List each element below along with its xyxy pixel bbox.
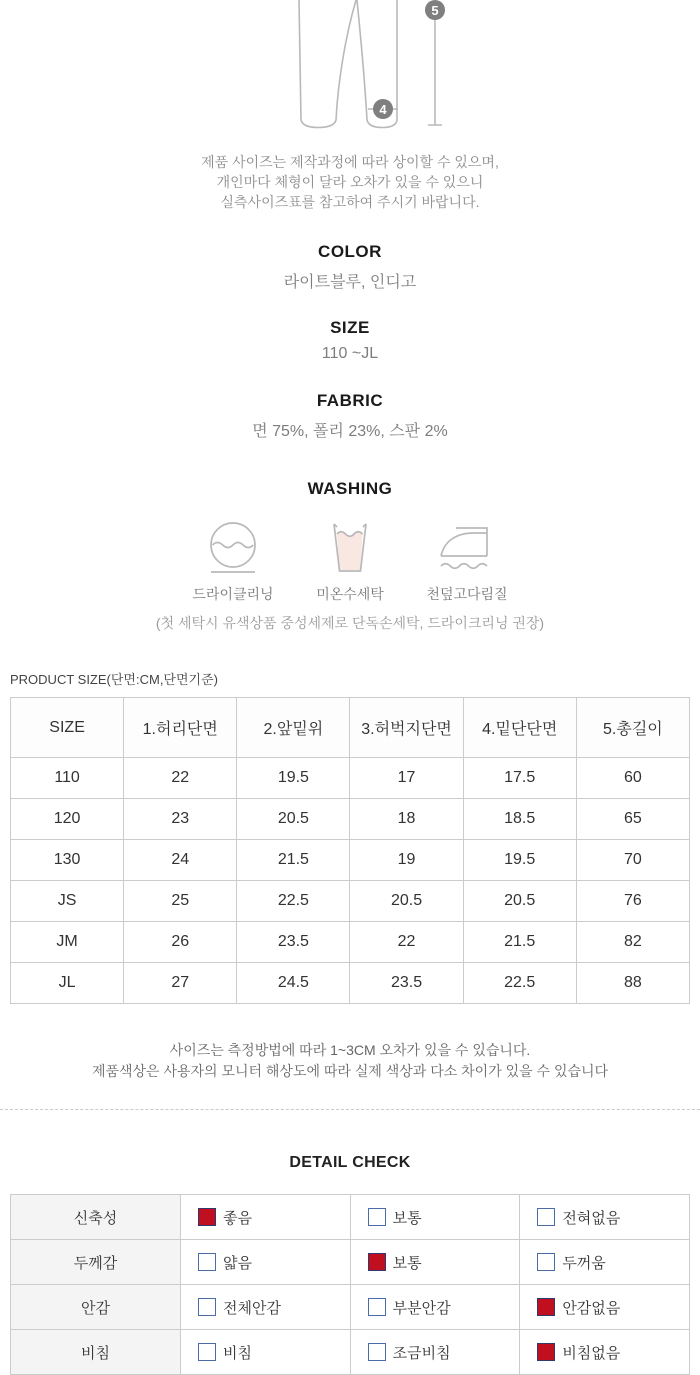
size-table-cell: 17: [350, 758, 463, 799]
size-table-cell: 24.5: [237, 963, 350, 1004]
detail-check-table: [10, 1194, 690, 1375]
size-table-cell: 23.5: [350, 963, 463, 1004]
checked-checkbox-icon: [537, 1298, 555, 1316]
detail-check-option-cell: [350, 1285, 520, 1330]
washing-icons-row: [0, 519, 700, 604]
detail-check-row: [11, 1330, 690, 1375]
size-table-row: [11, 840, 690, 881]
pants-left-leg: [299, 0, 356, 128]
size-table-cell: 20.5: [237, 799, 350, 840]
checked-checkbox-icon: [537, 1343, 555, 1361]
checked-checkbox-icon: [368, 1253, 386, 1271]
detail-check-option-label: 얇음: [223, 1254, 252, 1272]
washing-item-lukewarm-wash: [292, 519, 409, 604]
length-measure-line: [428, 19, 442, 125]
unchecked-checkbox-icon: [198, 1298, 216, 1316]
detail-check-option: [537, 1297, 689, 1318]
size-value: 110 ~JL: [321, 345, 379, 362]
detail-check-option-cell: [350, 1195, 520, 1240]
size-table-cell: 25: [124, 881, 237, 922]
detail-check-option-label: 안감없음: [562, 1299, 621, 1317]
detail-check-option: [368, 1252, 520, 1273]
detail-check-option-label: 두꺼움: [562, 1254, 606, 1272]
detail-check-category: 비침: [11, 1330, 181, 1375]
detail-check-category: 안감: [11, 1285, 181, 1330]
size-table-header-cell: 3.허벅지단면: [350, 698, 463, 758]
product-size-table: [10, 697, 690, 1004]
size-note-line: 사이즈는 측정방법에 따라 1~3CM 오차가 있을 수 있습니다.: [169, 1042, 531, 1058]
size-section-title: SIZE: [330, 318, 370, 337]
checked-checkbox-icon: [198, 1208, 216, 1226]
detail-check-option-label: 비침없음: [562, 1344, 621, 1362]
size-table-cell: 17.5: [463, 758, 576, 799]
washing-item-iron-with-cloth: [409, 519, 526, 604]
size-table-cell: 19.5: [237, 758, 350, 799]
size-table-cell: 22.5: [463, 963, 576, 1004]
size-table-cell: 22: [124, 758, 237, 799]
iron-with-cloth-icon: [438, 519, 496, 577]
detail-check-option-label: 보통: [392, 1254, 422, 1272]
detail-check-option-cell: [350, 1330, 520, 1375]
unchecked-checkbox-icon: [537, 1208, 555, 1226]
size-table-cell: 21.5: [237, 840, 350, 881]
size-table-cell: 130: [11, 840, 124, 881]
detail-check-option-cell: [520, 1195, 690, 1240]
washing-note: (첫 세탁시 유색상품 중성세제로 단독손세탁, 드라이크리닝 권장): [155, 615, 545, 631]
size-table-cell: 22.5: [237, 881, 350, 922]
detail-check-option-cell: [181, 1195, 351, 1240]
size-table-row: [11, 963, 690, 1004]
marker-5-label: 5: [431, 3, 439, 18]
detail-check-option: [368, 1342, 520, 1363]
size-table-body: [11, 758, 690, 1004]
detail-check-option-cell: [350, 1240, 520, 1285]
unchecked-checkbox-icon: [537, 1253, 555, 1271]
size-table-cell: 24: [124, 840, 237, 881]
size-table-row: [11, 799, 690, 840]
size-table-cell: 82: [576, 922, 689, 963]
size-table-cell: 19.5: [463, 840, 576, 881]
lukewarm-wash-icon: [321, 519, 379, 577]
detail-check-category: 신축성: [11, 1195, 181, 1240]
unchecked-checkbox-icon: [198, 1343, 216, 1361]
size-table-cell: 76: [576, 881, 689, 922]
size-table-cell: 27: [124, 963, 237, 1004]
color-section-title: COLOR: [318, 242, 382, 261]
washing-icon-label: 미온수세탁: [316, 586, 384, 602]
unchecked-checkbox-icon: [368, 1208, 386, 1226]
size-note-line: 제품색상은 사용자의 모니터 해상도에 따라 실제 색상과 다소 차이가 있을 수 있습니다: [91, 1063, 609, 1079]
size-table-cell: 21.5: [463, 922, 576, 963]
dry-cleaning-icon: [204, 519, 262, 577]
detail-check-category: 두께감: [11, 1240, 181, 1285]
marker-4-label: 4: [379, 102, 387, 117]
size-table-cell: JS: [11, 881, 124, 922]
product-size-caption: PRODUCT SIZE(단면:CM,단면기준): [10, 672, 218, 687]
detail-check-option-label: 좋음: [223, 1209, 252, 1227]
size-table-cell: 60: [576, 758, 689, 799]
size-table-row: [11, 922, 690, 963]
size-table-header-cell: 5.총길이: [576, 698, 689, 758]
size-table-row: [11, 881, 690, 922]
size-table-row: [11, 758, 690, 799]
detail-check-option-label: 부분안감: [392, 1299, 451, 1317]
unchecked-checkbox-icon: [368, 1298, 386, 1316]
size-table-header-cell: SIZE: [11, 698, 124, 758]
size-table-cell: 18: [350, 799, 463, 840]
size-table-header-cell: 4.밑단단면: [463, 698, 576, 758]
washing-item-dry-cleaning: [175, 519, 292, 604]
size-table-header-row: [11, 698, 690, 758]
fabric-value: 면 75%, 폴리 23%, 스판 2%: [252, 423, 448, 440]
detail-check-option: [198, 1297, 350, 1318]
unchecked-checkbox-icon: [198, 1253, 216, 1271]
detail-check-row: [11, 1285, 690, 1330]
pants-line-drawing: [0, 0, 700, 130]
size-table-cell: 19: [350, 840, 463, 881]
size-table-cell: 120: [11, 799, 124, 840]
detail-check-row: [11, 1240, 690, 1285]
size-table-cell: 23.5: [237, 922, 350, 963]
detail-check-option-label: 전체안감: [223, 1299, 281, 1317]
detail-check-option-cell: [181, 1285, 351, 1330]
size-table-cell: 20.5: [350, 881, 463, 922]
detail-check-option: [198, 1342, 350, 1363]
detail-check-option: [368, 1297, 520, 1318]
detail-check-option-cell: [520, 1330, 690, 1375]
size-table-cell: 22: [350, 922, 463, 963]
detail-check-option-cell: [520, 1285, 690, 1330]
detail-check-option-label: 보통: [392, 1209, 422, 1227]
detail-check-option: [537, 1207, 689, 1228]
detail-check-option-cell: [181, 1330, 351, 1375]
size-table-cell: 88: [576, 963, 689, 1004]
detail-check-row: [11, 1195, 690, 1240]
detail-check-option: [198, 1252, 350, 1273]
color-value: 라이트블루, 인디고: [283, 274, 417, 291]
size-table-header-cell: 2.앞밑위: [237, 698, 350, 758]
detail-check-option: [537, 1252, 689, 1273]
size-disclaimer-text: [0, 152, 700, 212]
detail-check-option-label: 전혀없음: [562, 1209, 621, 1227]
size-table-cell: 65: [576, 799, 689, 840]
detail-check-option-cell: [181, 1240, 351, 1285]
detail-check-option: [368, 1207, 520, 1228]
washing-icon-label: 드라이클리닝: [192, 586, 274, 602]
washing-section-title: WASHING: [307, 479, 393, 498]
dashed-divider: [0, 1109, 700, 1110]
pants-measurement-diagram: [0, 0, 700, 130]
detail-check-option-label: 조금비침: [392, 1344, 451, 1362]
size-table-cell: 23: [124, 799, 237, 840]
size-disclaimer-line: 실측사이즈표를 참고하여 주시기 바랍니다.: [220, 194, 480, 210]
size-table-cell: 110: [11, 758, 124, 799]
size-table-cell: 20.5: [463, 881, 576, 922]
detail-check-body: [11, 1195, 690, 1375]
detail-check-title: DETAIL CHECK: [289, 1154, 411, 1171]
size-table-notes: [0, 1040, 700, 1082]
fabric-section-title: FABRIC: [316, 391, 384, 410]
size-table-cell: JL: [11, 963, 124, 1004]
size-disclaimer-line: 개인마다 체형이 달라 오차가 있을 수 있으니: [216, 174, 484, 190]
detail-check-option: [537, 1342, 689, 1363]
detail-check-option-cell: [520, 1240, 690, 1285]
size-table-cell: 70: [576, 840, 689, 881]
size-table-cell: JM: [11, 922, 124, 963]
washing-icon-label: 천덮고다림질: [426, 586, 508, 602]
size-table-cell: 18.5: [463, 799, 576, 840]
detail-check-option: [198, 1207, 350, 1228]
unchecked-checkbox-icon: [368, 1343, 386, 1361]
detail-check-option-label: 비침: [223, 1344, 252, 1362]
size-disclaimer-line: 제품 사이즈는 제작과정에 따라 상이할 수 있으며,: [201, 154, 499, 170]
size-table-cell: 26: [124, 922, 237, 963]
size-table-header-cell: 1.허리단면: [124, 698, 237, 758]
